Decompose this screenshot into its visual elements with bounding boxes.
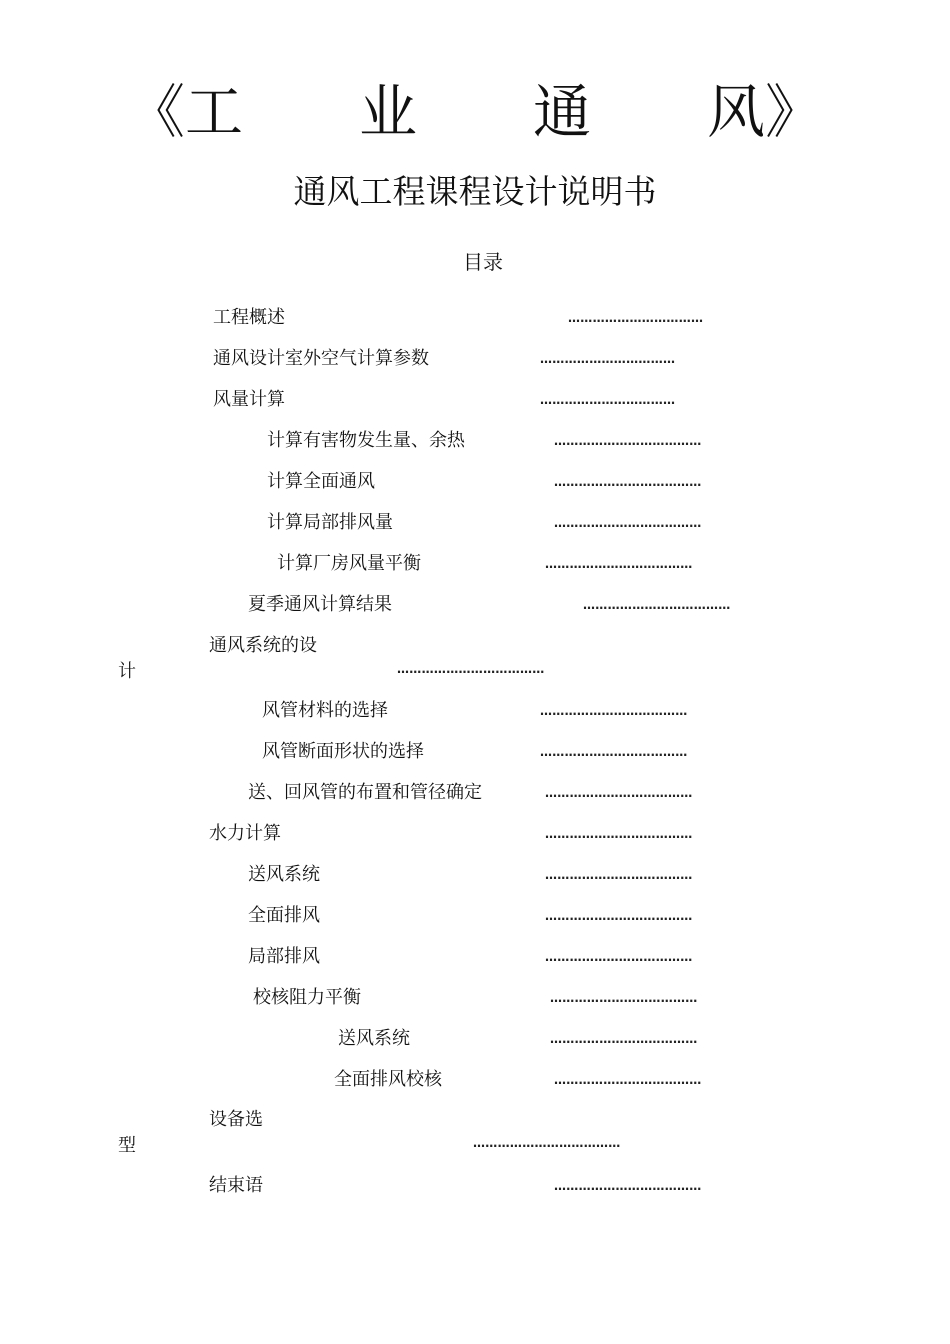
toc-entry-label: 送、回风管的布置和管径确定 (248, 782, 482, 803)
toc-dot-leader: ……………………………… (550, 1032, 698, 1046)
toc-dot-leader: ……………………………… (554, 434, 702, 448)
toc-dot-leader: ……………………………… (554, 1179, 702, 1193)
toc-entry-label: 设备选 (209, 1109, 263, 1130)
toc-dot-leader: ……………………………… (545, 786, 693, 800)
toc-entry-label: 计算局部排风量 (267, 512, 393, 533)
toc-entry-label: 局部排风 (248, 946, 320, 967)
toc-dot-leader: ……………………………… (554, 1073, 702, 1087)
toc-dot-leader: ……………………………… (545, 909, 693, 923)
document-title: 《工 业 通 风》 (126, 78, 823, 146)
toc-dot-leader: ……………………………… (473, 1136, 621, 1150)
toc-entry-label: 送风系统 (248, 864, 320, 885)
document-subtitle: 通风工程课程设计说明书 (293, 172, 657, 211)
toc-entry-label: 通风设计室外空气计算参数 (213, 348, 429, 369)
toc-dot-leader: ……………………………… (545, 557, 693, 571)
toc-entry-label: 全面排风校核 (334, 1069, 442, 1090)
toc-dot-leader: ……………………………… (540, 704, 688, 718)
toc-dot-leader: …………………………… (568, 311, 704, 325)
toc-dot-leader: ……………………………… (545, 868, 693, 882)
toc-heading: 目录 (463, 250, 503, 274)
toc-dot-leader: ……………………………… (545, 827, 693, 841)
toc-entry-wrap: 计 (118, 661, 136, 682)
toc-entry-label: 夏季通风计算结果 (248, 594, 392, 615)
toc-dot-leader: ……………………………… (545, 950, 693, 964)
toc-entry-label: 结束语 (209, 1175, 263, 1196)
toc-dot-leader: …………………………… (540, 352, 676, 366)
toc-entry-label: 风量计算 (213, 389, 285, 410)
toc-dot-leader: ……………………………… (554, 475, 702, 489)
toc-entry-label: 全面排风 (248, 905, 320, 926)
toc-entry-label: 计算全面通风 (267, 471, 375, 492)
toc-dot-leader: ……………………………… (583, 598, 731, 612)
toc-dot-leader: ……………………………… (540, 745, 688, 759)
toc-entry-label: 风管材料的选择 (262, 700, 388, 721)
toc-entry-label: 计算厂房风量平衡 (277, 553, 421, 574)
toc-entry-label: 风管断面形状的选择 (262, 741, 424, 762)
toc-dot-leader: ……………………………… (397, 662, 545, 676)
toc-dot-leader: ……………………………… (554, 516, 702, 530)
toc-dot-leader: …………………………… (540, 393, 676, 407)
toc-entry-wrap: 型 (118, 1135, 136, 1156)
toc-entry-label: 通风系统的设 (209, 635, 317, 656)
toc-dot-leader: ……………………………… (550, 991, 698, 1005)
toc-entry-label: 计算有害物发生量、余热 (267, 430, 465, 451)
toc-entry-label: 水力计算 (209, 823, 281, 844)
toc-entry-label: 工程概述 (213, 307, 285, 328)
toc-entry-label: 校核阻力平衡 (253, 987, 361, 1008)
toc-entry-label: 送风系统 (338, 1028, 410, 1049)
